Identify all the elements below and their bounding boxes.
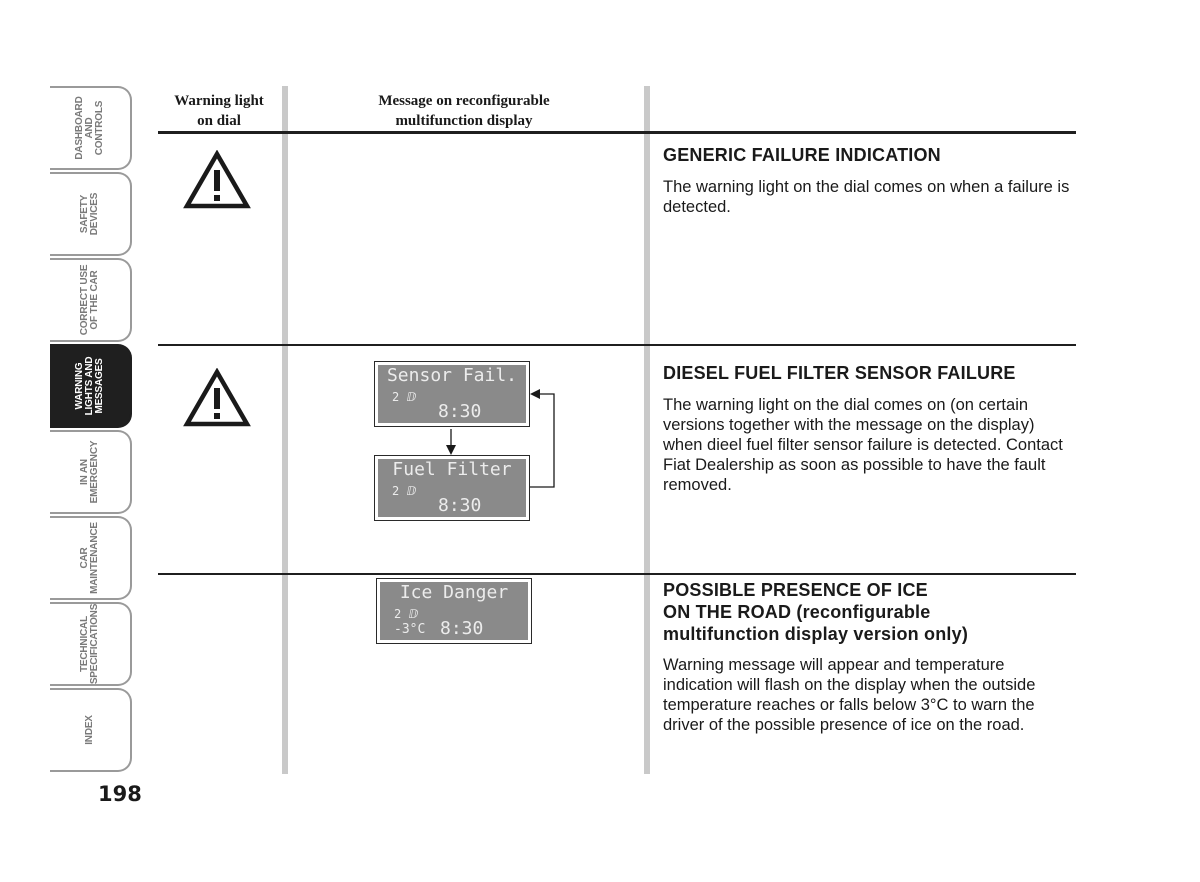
lcd-screen: [380, 582, 528, 640]
display-clock: 8:30: [438, 401, 482, 422]
tab-label: TECHNICAL SPECIFICATIONS: [79, 603, 100, 685]
gear-lamp-symbol: 2 ⅅ: [392, 484, 417, 498]
tab-label: CAR MAINTENANCE: [79, 522, 100, 594]
display-ice-danger: [376, 578, 532, 644]
tab-dashboard-and-controls[interactable]: [50, 86, 132, 170]
warning-triangle-icon: [183, 368, 251, 428]
tab-correct-use-of-the-car[interactable]: [50, 258, 132, 342]
tab-index[interactable]: [50, 688, 132, 772]
tab-warning-lights-and-messages[interactable]: [50, 344, 132, 428]
display-message: Sensor Fail.: [386, 365, 518, 386]
tab-label: WARNING LIGHTS AND MESSAGES: [74, 356, 105, 416]
tab-label: DASHBOARD AND CONTROLS: [74, 96, 105, 160]
row-divider: [158, 344, 1076, 346]
column-divider: [282, 86, 288, 774]
outside-temperature: -3°C: [394, 622, 426, 637]
warning-triangle-icon: [183, 150, 251, 210]
tab-technical-specifications[interactable]: [50, 602, 132, 686]
section-title: GENERIC FAILURE INDICATION: [663, 145, 941, 165]
display-cycle-arrows: [440, 385, 560, 495]
header-rule: [158, 131, 1076, 134]
section-body: The warning light on the dial comes on when a failure is detected.: [663, 178, 1070, 216]
display-clock: 8:30: [440, 618, 484, 639]
display-message: Fuel Filter: [392, 459, 512, 480]
column-header-display-message: Message on reconfigurable multifunction display: [378, 93, 550, 129]
gear-lamp-symbol: 2 ⅅ: [392, 390, 417, 404]
page-number: 198: [98, 782, 142, 806]
row-divider: [158, 573, 1076, 575]
display-message: Ice Danger: [399, 582, 509, 603]
section-body: Warning message will appear and temperature indication will flash on the display when the outside temperature reaches or falls below 3°C to warn the driver of the possible presence of ice on the road.: [663, 656, 1036, 734]
section-title: POSSIBLE PRESENCE OF ICE ON THE ROAD (reconfigurable multifunction display version only): [663, 580, 969, 644]
section-title: DIESEL FUEL FILTER SENSOR FAILURE: [663, 363, 1016, 383]
column-header-warning-light: Warning light on dial: [174, 93, 264, 129]
tab-label: SAFETY DEVICES: [79, 192, 100, 236]
column-divider: [644, 86, 650, 774]
gear-lamp-symbol: 2 ⅅ: [394, 607, 419, 621]
tab-in-an-emergency[interactable]: [50, 430, 132, 514]
display-clock: 8:30: [438, 495, 482, 516]
tab-label: CORRECT USE OF THE CAR: [79, 264, 100, 336]
tab-label: INDEX: [84, 715, 95, 745]
tab-safety-devices[interactable]: [50, 172, 132, 256]
tab-car-maintenance[interactable]: [50, 516, 132, 600]
section-body: The warning light on the dial comes on (on certain versions together with the message on the display) when dieel fuel filter sensor failure is detected. Contact Fiat Dealership as soon as possible to have the fault removed.: [663, 396, 1063, 494]
tab-label: IN AN EMERGENCY: [79, 440, 100, 504]
